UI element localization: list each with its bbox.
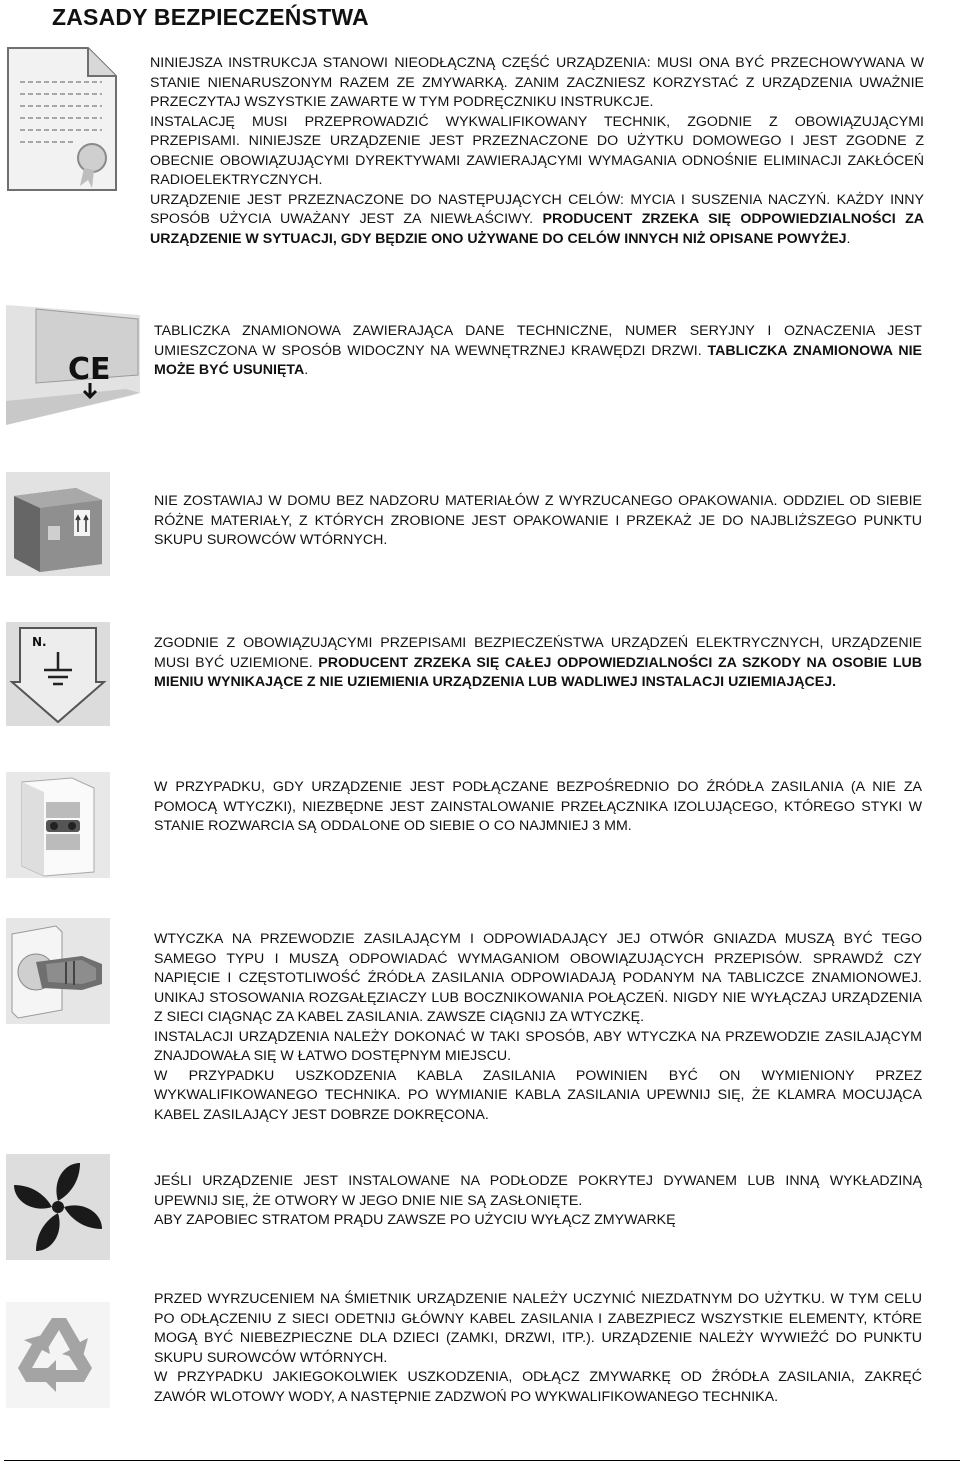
paragraph: W PRZYPADKU USZKODZENIA KABLA ZASILANIA POWINIEN BYĆ ON WYMIENIONY PRZEZ WYKWALIFIKOWANEGO TECHNIKA. PO WYMIANIE KABLA ZASILANIA UPEWNIJ SIĘ, ŻE KLAMRA MOCUJĄCA KABEL ZASILAJĄCY JEST DOBRZE DOKRĘCONA. (154, 1067, 922, 1123)
section-isolating-switch (154, 778, 922, 837)
section-rating-plate (154, 322, 922, 381)
footer-rule (4, 1460, 960, 1461)
section-packaging (154, 492, 922, 551)
paragraph: INSTALACJĘ MUSI PRZEPROWADZIĆ WYKWALIFIKOWANY TECHNIK, ZGODNIE Z OBOWIĄZUJĄCYMI PRZEPISAMI. NINIEJSZE URZĄDZENIE JEST PRZEZNACZONE DO UŻYTKU DOMOWEGO I JEST ZGODNE Z OBECNIE OBOWIĄZUJĄCYMI DYREKTYWAMI ZAWIERAJĄCYMI WYMAGANIA ODNOŚNIE ELIMINACJI ZAKŁÓCEŃ RADIOELEKTRYCZNYCH. (150, 113, 924, 188)
bold-warning: TABLICZKA ZNAMIONOWA NIE MOŻE BYĆ USUNIĘTA (154, 342, 922, 378)
paragraph: ABY ZAPOBIEC STRATOM PRĄDU ZAWSZE PO UŻYCIU WYŁĄCZ ZMYWARKĘ (154, 1212, 676, 1228)
paragraph: TABLICZKA ZNAMIONOWA ZAWIERAJĄCA DANE TECHNICZNE, NUMER SERYJNY I OZNACZENIA JEST UMIESZCZONA W SPOSÓB WIDOCZNY NA WEWNĘTRZNEJ KRAWĘDZI DRZWI. TABLICZKA ZNAMIONOWA NIE MOŻE BYĆ USUNIĘTA. (154, 323, 922, 378)
section-grounding (154, 634, 922, 693)
packaging-box-icon (6, 472, 110, 576)
recycle-icon (6, 1302, 110, 1408)
paragraph: W PRZYPADKU, GDY URZĄDZENIE JEST PODŁĄCZANE BEZPOŚREDNIO DO ŹRÓDŁA ZASILANIA (A NIE ZA POMOCĄ WTYCZKI), NIEZBĘDNE JEST ZAINSTALOWANIE PRZEŁĄCZNIKA IZOLUJĄCEGO, KTÓREGO STYKI W STANIE ROZWARCIA SĄ ODDALONE OD SIEBIE O CO NAJMNIEJ 3 MM. (154, 779, 922, 834)
page-title: ZASADY BEZPIECZEŃSTWA (52, 4, 369, 30)
svg-text:N.: N. (32, 635, 47, 649)
section-plug (154, 930, 922, 1125)
paragraph: NINIEJSZA INSTRUKCJA STANOWI NIEODŁĄCZNĄ CZĘŚĆ URZĄDZENIA: MUSI ONA BYĆ PRZECHOWYWANA W STANIE NIENARUSZONYM RAZEM ZE ZMYWARKĄ. ZANIM ZACZNIESZ KORZYSTAĆ Z URZĄDZENIA UWAŻNIE PRZECZYTAJ WSZYSTKIE ZAWARTE W TYM PODRĘCZNIKU INSTRUKCJE. (150, 55, 924, 110)
paragraph: WTYCZKA NA PRZEWODZIE ZASILAJĄCYM I ODPOWIADAJĄCY JEJ OTWÓR GNIAZDA MUSZĄ BYĆ TEGO SAMEGO TYPU I MUSZĄ ODPOWIADAĆ WYMAGANIOM OBOWIĄZUJĄCYCH PRZEPISÓW. SPRAWDŹ CZY NAPIĘCIE I CZĘSTOTLIWOŚĆ ŹRÓDŁA ZASILANIA ODPOWIADAJĄ PODANYM NA TABLICZCE ZNAMIONOWEJ. UNIKAJ STOSOWANIA ROZGAŁĘZIACZY LUB BOCZNIKOWANIA POŁĄCZEŃ. NIGDY NIE WYŁĄCZAJ URZĄDZENIA Z SIECI CIĄGNĄC ZA KABEL ZASILANIA. ZAWSZE CIĄGNIJ ZA WTYCZKĘ. (154, 931, 922, 1025)
svg-text:CE: CE (68, 352, 111, 387)
paragraph: INSTALACJI URZĄDZENIA NALEŻY DOKONAĆ W TAKI SPOSÓB, ABY WTYCZKA NA PRZEWODZIE ZASILAJĄCYM ZNAJDOWAŁA SIĘ W ŁATWO DOSTĘPNYM MIEJSCU. (154, 1028, 922, 1064)
isolating-switch-icon (6, 772, 110, 878)
section-disposal (154, 1290, 922, 1407)
paragraph: W PRZYPADKU JAKIEGOKOLWIEK USZKODZENIA, ODŁĄCZ ZMYWARKĘ OD ŹRÓDŁA ZASILANIA, ZAKRĘĆ ZAWÓR WLOTOWY WODY, A NASTĘPNIE ZADZWOŃ PO WYKWALIFIKOWANEGO TECHNIKA. (154, 1369, 922, 1405)
section-ventilation (154, 1172, 922, 1231)
bold-warning: PRODUCENT ZRZEKA SIĘ ODPOWIEDZIALNOŚCI ZA URZĄDZENIE W SYTUACJI, GDY BĘDZIE ONO UŻYWANE DO CELÓW INNYCH NIŻ OPISANE POWYŻEJ (150, 211, 924, 247)
grounding-icon (6, 622, 110, 726)
bold-warning: PRODUCENT ZRZEKA SIĘ CAŁEJ ODPOWIEDZIALNOŚCI ZA SZKODY NA OSOBIE LUB MIENIU WYNIKAJĄCE Z NIE UZIEMIENIA URZĄDZENIA LUB WADLIWEJ INSTALACJI UZIEMIAJĄCEJ. (154, 654, 923, 690)
paragraph: JEŚLI URZĄDZENIE JEST INSTALOWANE NA PODŁODZE POKRYTEJ DYWANEM LUB INNĄ WYKŁADZINĄ UPEWNIJ SIĘ, ŻE OTWORY W JEGO DNIE NIE SĄ ZASŁONIĘTE. (154, 1173, 922, 1209)
ce-mark-icon (6, 305, 140, 429)
section-instructions (150, 54, 924, 249)
paragraph: URZĄDZENIE JEST PRZEZNACZONE DO NASTĘPUJĄCYCH CELÓW: MYCIA I SUSZENIA NACZYŃ. KAŻDY INNY SPOSÓB UŻYCIA UWAŻANY JEST ZA NIEWŁAŚCIWY. PRODUCENT ZRZEKA SIĘ ODPOWIEDZIALNOŚCI ZA URZĄDZENIE W SYTUACJI, GDY BĘDZIE ONO UŻYWANE DO CELÓW INNYCH NIŻ OPISANE POWYŻEJ. (150, 191, 924, 247)
certificate-document-icon (6, 46, 118, 192)
paragraph: ZGODNIE Z OBOWIĄZUJĄCYMI PRZEPISAMI BEZPIECZEŃSTWA URZĄDZEŃ ELEKTRYCZNYCH, URZĄDZENIE MUSI BYĆ UZIEMIONE. PRODUCENT ZRZEKA SIĘ CAŁEJ ODPOWIEDZIALNOŚCI ZA SZKODY NA OSOBIE LUB MIENIU WYNIKAJĄCE Z NIE UZIEMIENIA URZĄDZENIA LUB WADLIWEJ INSTALACJI UZIEMIAJĄCEJ. (154, 635, 923, 690)
paragraph: NIE ZOSTAWIAJ W DOMU BEZ NADZORU MATERIAŁÓW Z WYRZUCANEGO OPAKOWANIA. ODDZIEL OD SIEBIE RÓŻNE MATERIAŁY, Z KTÓRYCH ZROBIONE JEST OPAKOWANIE I PRZEKAŻ JE DO NAJBLIŻSZEGO PUNKTU SKUPU SUROWCÓW WTÓRNYCH. (154, 493, 922, 548)
paragraph: PRZED WYRZUCENIEM NA ŚMIETNIK URZĄDZENIE NALEŻY UCZYNIĆ NIEZDATNYM DO UŻYTKU. W TYM CELU PO ODŁĄCZENIU Z SIECI ODETNIJ GŁÓWNY KABEL ZASILANIA I ZABEZPIECZ WSZYSTKIE ELEMENTY, KTÓRE MOGĄ BYĆ NIEBEZPIECZNE DLA DZIECI (ZAMKI, DRZWI, ITP.). URZĄDZENIE NALEŻY WYWIEŹĆ DO PUNKTU SKUPU SUROWCÓW WTÓRNYCH. (154, 1291, 922, 1366)
plug-socket-icon (6, 918, 110, 1024)
ventilation-fan-icon (6, 1154, 110, 1260)
